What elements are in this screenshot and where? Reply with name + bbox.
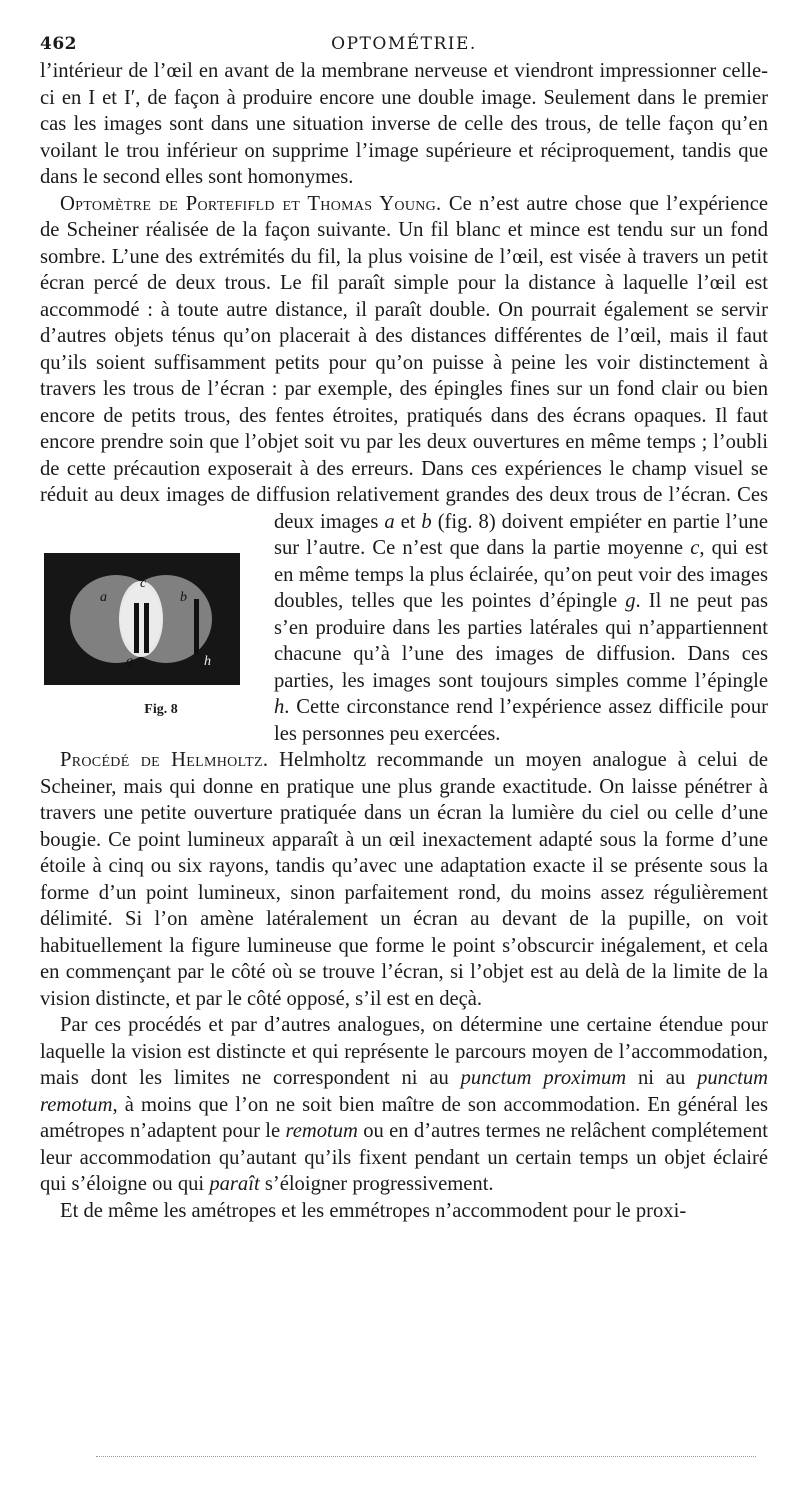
italic-parait: paraît (209, 1173, 260, 1195)
paragraph-4 (40, 1012, 768, 1198)
paragraph-5: Et de même les amétropes et les emmétropes n’accommodent pour le proxi- (60, 1199, 687, 1222)
paragraph-4-text-2: ni au (626, 1067, 698, 1089)
paragraph-4-text-4: ou en d’autres termes ne relâchent complétement leur accommodation qu’autant qu’ils fixent pendant un certain temps un objet éclairé qui s’éloigne ou qui (40, 1120, 768, 1195)
figure-label-c: c (140, 575, 147, 591)
paragraph-2-text-2: (fig. 8) doivent empiéter en partie l’une sur l’autre. Ce n’est que dans la partie moyenne (274, 510, 768, 559)
paragraph-2-text: Ce n’est autre chose que l’expérience de Scheiner réalisée de la façon suivante. Un fil blanc et mince est tendu sur un fond sombre. L’une des extrémités du fil, la plus voisine de l’œil, est visée à travers un petit écran percé de deux trous. Le fil paraît simple pour la distance à laquelle l’œil est accommodé : à toute autre distance, il paraît double. On pourrait également se servir d’autres objets ténus qu’on placerait à des distances différentes de l’œil, mais il faut qu’ils soient suffisamment petits pour qu’on puisse à peine les voir distinctement à travers les trous de l’écran : par exemple, des épingles fines sur un fond clair ou bien encore de petits trous, des fentes étroites, pratiqués dans des écrans opaques. Il faut encore prendre soin que l’objet soit vu par les deux ouvertures en même temps ; l’oubli de cette précaution exposerait à des erreurs. Dans ces expériences le champ visuel se réduit au deux images de diffusion relativement grandes des deux trous de l’écran. Ces deux images (40, 192, 768, 533)
italic-a: a (384, 510, 395, 533)
paragraph-2-text-3: , qui est en même temps la plus éclairée, qu’on peut voir des images doubles, telles que les pointes d’épingle (274, 537, 769, 612)
section-heading-portefield-young: Optomètre de Portefifld et Thomas Young. (60, 192, 442, 215)
italic-b: b (421, 510, 432, 533)
figure-8-image (44, 553, 240, 685)
paragraph-2 (40, 191, 768, 748)
italic-punctum-proximum: punctum proximum (460, 1067, 627, 1089)
paragraph-1: l’intérieur de l’œil en avant de la membrane nerveuse et viendront impressionner celle-ci en I et I′, de façon à produire encore une double image. Seulement dans le premier cas les images sont dans une situation inverse de celle des trous, de telle façon qu’en voilant le trou inférieur on supprime l’image supérieure et réciproquement, tandis que dans le second elles sont homonymes. (40, 60, 768, 188)
page-number: 462 (40, 34, 77, 54)
paragraph-3 (40, 747, 768, 1012)
figure-label-h: h (204, 653, 211, 669)
paragraph-2-text-4: . Il ne peut pas s’en produire dans les parties latérales qui n’appartiennent chacune qu’à l’une des images de diffusion. Dans ces parties, les images sont toujours simples comme l’épingle (274, 590, 769, 692)
figure-caption: Fig. 8 (144, 701, 178, 717)
figure-label-g: g (126, 653, 133, 669)
paragraph-4-text-1: Par ces procédés et par d’autres analogues, on détermine une certaine étendue pour laquelle la vision est distincte et qui représente le parcours moyen de l’accommodation, mais dont les limites ne correspondent ni au (40, 1014, 768, 1089)
italic-g: g (625, 590, 636, 612)
section-heading-helmholtz: Procédé de Helmholtz. (60, 749, 269, 771)
paragraph-4-text-5: s’éloigner progressivement. (259, 1173, 494, 1195)
footer-dotted-rule (96, 1456, 756, 1459)
figure-label-b: b (180, 589, 187, 605)
running-title: OPTOMÉTRIE. (331, 34, 477, 54)
body-text (40, 58, 768, 1224)
italic-punctum-remotum: punctum remotum (40, 1067, 768, 1116)
italic-c: c (690, 537, 700, 559)
paragraph-2-text-5: . Cette circonstance rend l’expérience assez difficile pour les personnes peu exercées. (274, 696, 768, 745)
paragraph-3-text: Helmholtz recommande un moyen analogue à celui de Scheiner, mais qui donne en pratique une plus grande exactitude. On laisse pénétrer à travers une petite ouverture pratiquée dans un écran la lumière du ciel ou celle d’une bougie. Ce point lumineux apparaît à un œil inexactement adapté sous la forme d’une étoile à cinq ou six rayons, tandis qu’avec une adaptation exacte il se présente sous la forme d’un point lumineux, sinon parfaitement rond, du moins assez régulièrement délimité. Si l’on amène latéralement un écran au devant de la pupille, on voit habituellement la figure lumineuse que forme le point s’obscurcir inégalement, et cela en commençant par le côté où se trouve l’écran, si l’objet est au delà de la limite de la vision distincte, et par le côté opposé, s’il est en deçà. (40, 749, 768, 1010)
text-et: et (394, 510, 422, 533)
figure-8 (40, 553, 262, 724)
page (40, 30, 768, 1224)
italic-remotum: remotum (285, 1120, 358, 1142)
figure-label-a: a (100, 589, 107, 605)
paragraph-4-text-3: , à moins que l’on ne soit bien maître de son accommodation. En général les amétropes n’adaptent pour le (40, 1093, 768, 1142)
page-header (40, 30, 768, 58)
italic-h: h (274, 696, 285, 718)
